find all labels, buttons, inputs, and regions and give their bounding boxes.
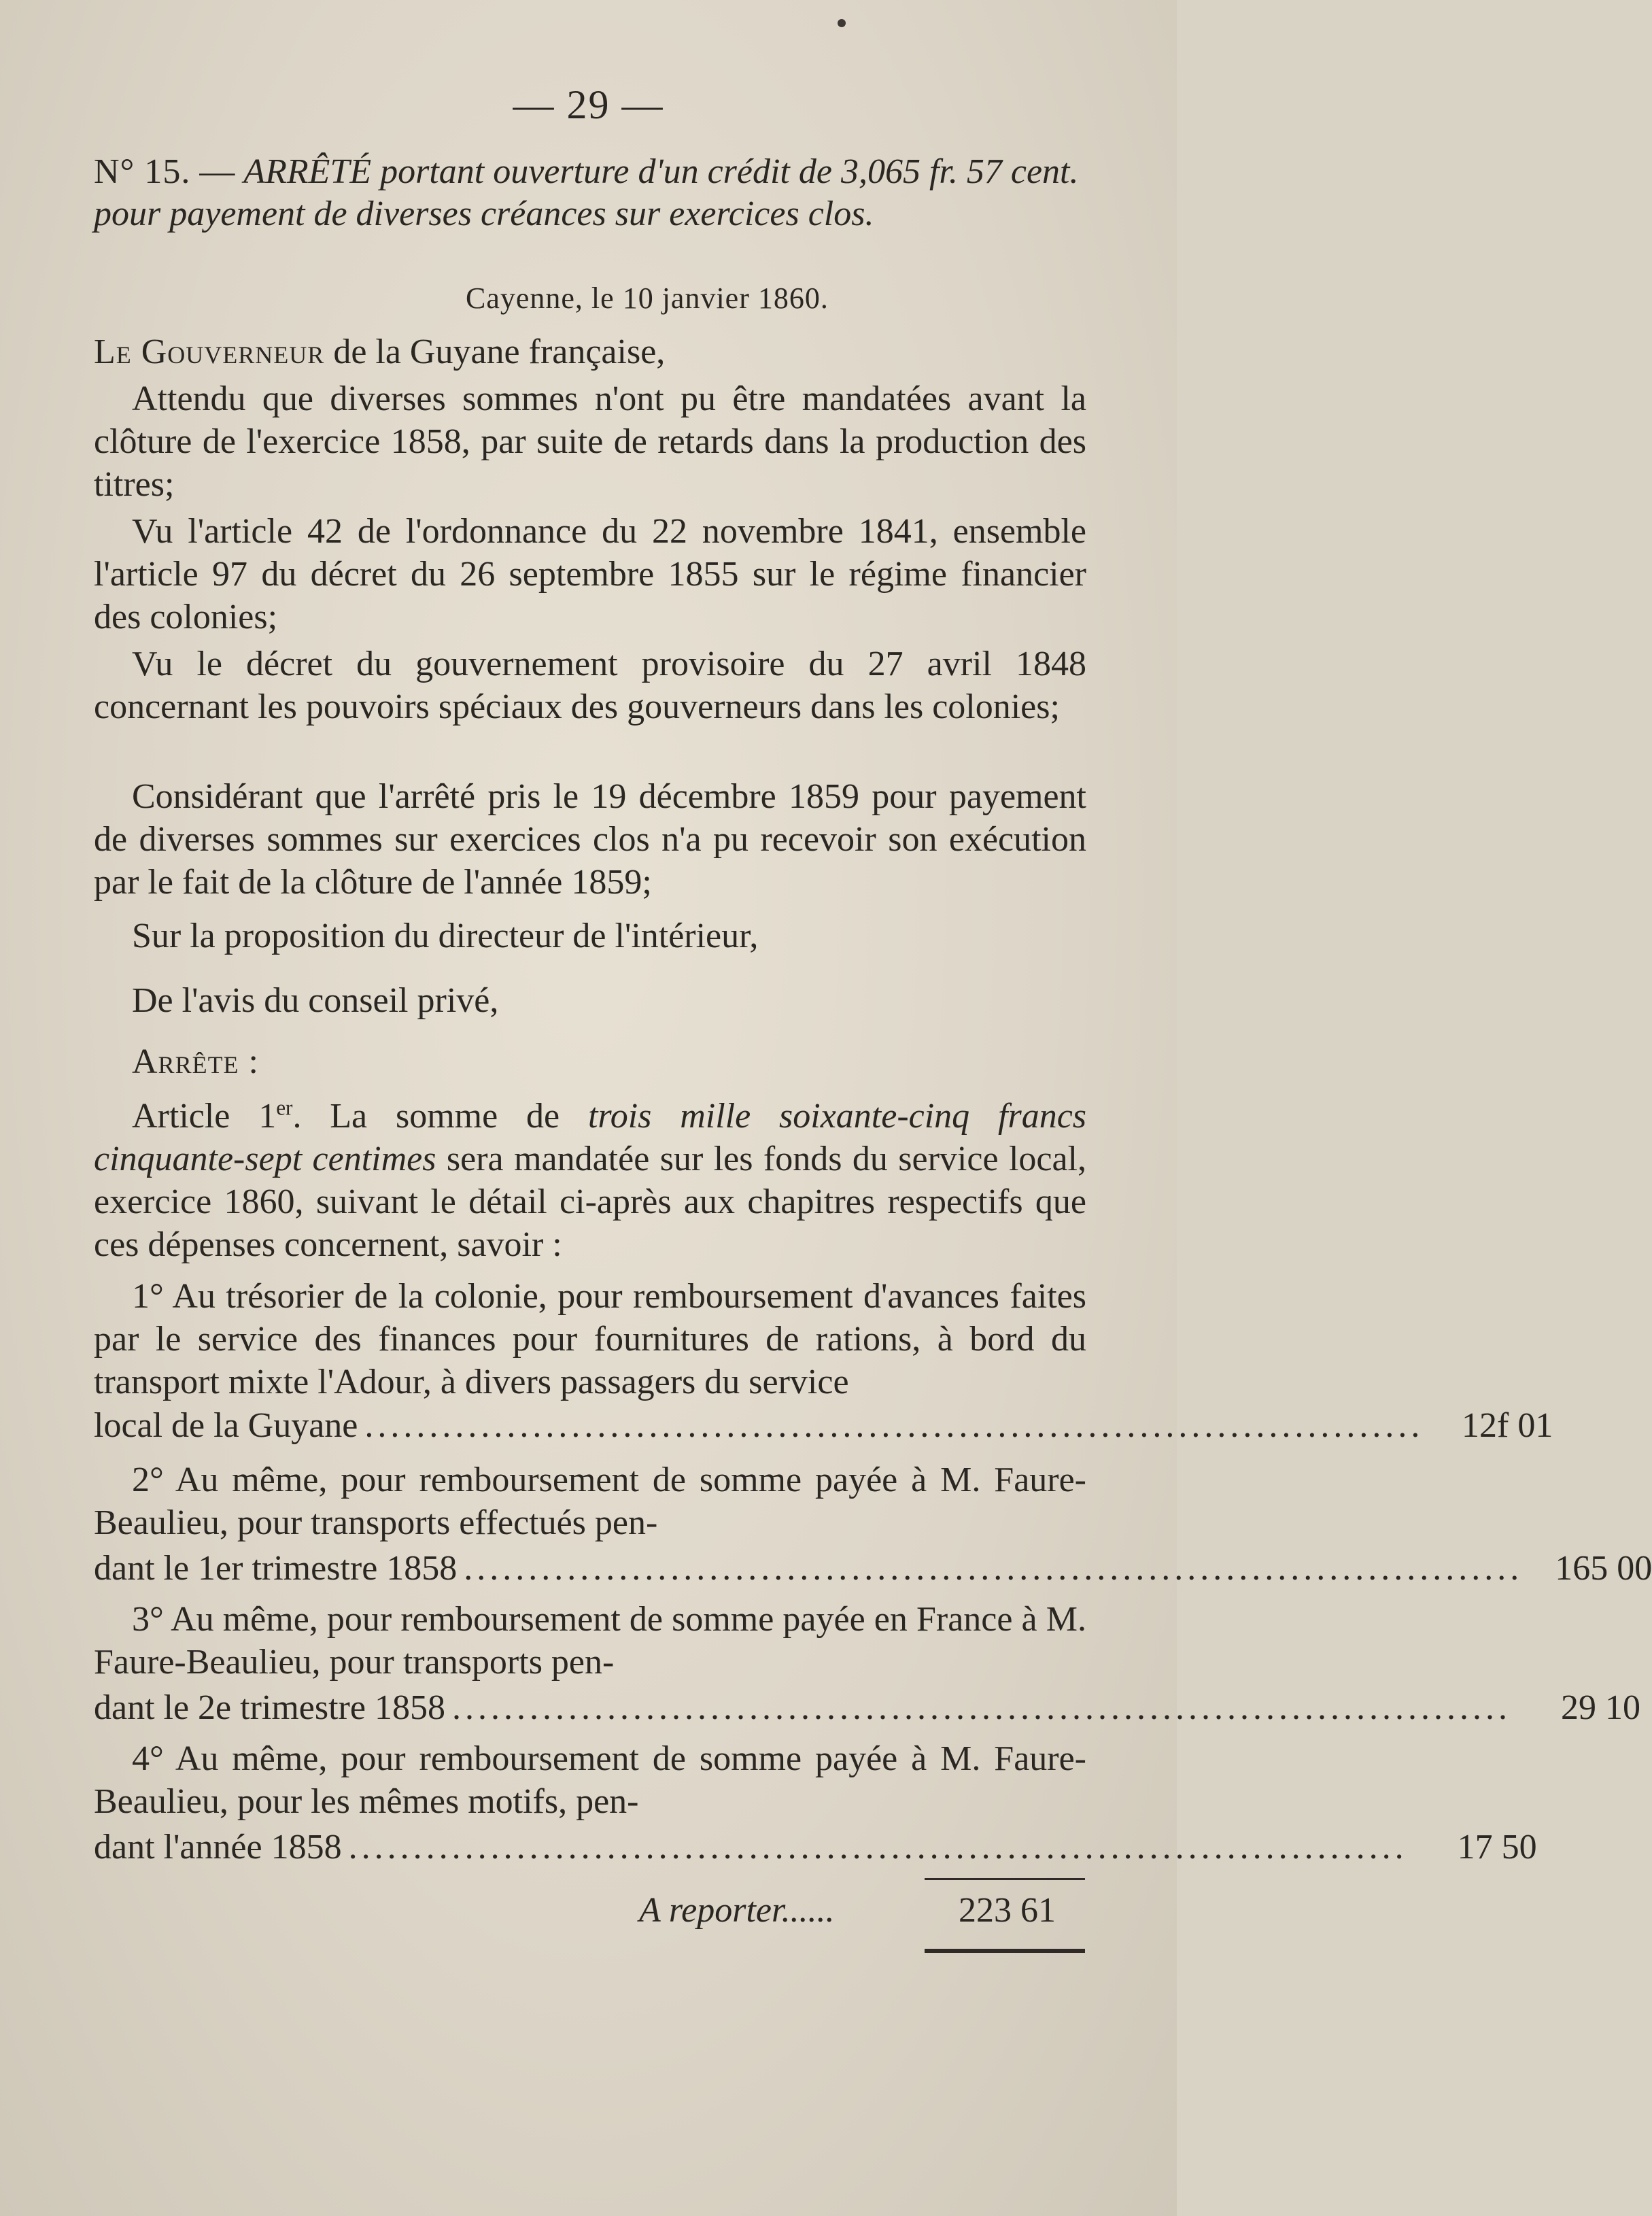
vu-paragraph-1: Vu l'article 42 de l'ordonnance du 22 novembre 1841, ensemble l'article 97 du décret du 26 septembre 1855 sur le régime financier des colonies; [94,512,1086,636]
item-amount: 17 50 [1457,1828,1537,1866]
article-1-paragraph [94,1095,1086,1266]
authority-rest: de la Guyane française, [324,333,666,371]
title-dash: — [199,152,235,191]
item-4-text [94,1737,1086,1823]
proposition-line: Sur la proposition du directeur de l'intérieur, [132,917,759,955]
item-text: Au même, pour remboursement de somme payée en France à M. Faure-Beaulieu, pour transports pen- [94,1600,1086,1682]
item-last-line: dant le 2e trimestre 1858 [94,1688,445,1727]
decree-title [94,151,1086,235]
attendu-paragraph: Attendu que diverses sommes n'ont pu être mandatées avant la clôture de l'exercice 1858, par suite de retards dans la production des titres; [94,379,1086,504]
item-3-text [94,1598,1086,1684]
carry-forward-amount: 223 61 [959,1891,1056,1930]
item-2-text [94,1459,1086,1544]
page-number: — 29 — [513,82,664,127]
leader-dots: .................................................................................. [348,1828,1408,1866]
article-label-sup: er [276,1095,293,1120]
decree-number: N° 15. [94,152,191,191]
total-rule [925,1949,1085,1953]
item-2-total-line [94,1547,1652,1590]
decree-title-text: ARRÊTÉ portant ouverture d'un crédit de 3,065 fr. 57 cent. pour payement de diverses créances sur exercices clos. [94,152,1079,233]
ink-spot [838,19,846,27]
item-amount: 165 00 [1555,1549,1652,1588]
item-amount: 12f 01 [1462,1406,1553,1445]
item-last-line: dant le 1er trimestre 1858 [94,1549,458,1588]
item-1-text [94,1275,1086,1403]
item-1-total-line [94,1404,1553,1447]
item-text: Au trésorier de la colonie, pour remboursement d'avances faites par le service des finances pour fournitures de rations, à bord du transport mixte l'Adour, à divers passagers du service [94,1277,1086,1401]
authority-title: Le Gouverneur [94,333,325,371]
leader-dots: .................................................................................. [364,1406,1424,1445]
item-number: 1° [132,1277,164,1316]
article-intro: . La somme de [292,1097,588,1136]
considerant-paragraph: Considérant que l'arrêté pris le 19 décembre 1859 pour payement de diverses sommes sur exercices clos n'a pu recevoir son exécution par le fait de la clôture de l'année 1859; [94,777,1086,902]
item-number: 3° [132,1600,164,1639]
item-text: Au même, pour remboursement de somme payée à M. Faure-Beaulieu, pour transports effectués pen- [94,1461,1086,1542]
article-label: Article 1 [132,1097,277,1136]
item-3-total-line [94,1686,1640,1729]
carry-forward-label: A reporter...... [639,1891,835,1930]
article-amount-words: trois mille soixante-cinq francs cinquante-sept centimes [94,1097,1087,1178]
item-number: 2° [132,1461,164,1499]
item-amount: 29 10 [1560,1688,1640,1727]
item-4-total-line [94,1826,1537,1869]
leader-dots: .................................................................................. [464,1549,1524,1588]
authority-line [94,330,1086,373]
item-number: 4° [132,1739,164,1778]
sum-rule [925,1878,1085,1880]
item-last-line: local de la Guyane [94,1406,358,1445]
vu-paragraph-2: Vu le décret du gouvernement provisoire du 27 avril 1848 concernant les pouvoirs spéciaux des gouverneurs dans les colonies; [94,645,1086,726]
article-rest: sera mandatée sur les fonds du service local, exercice 1860, suivant le détail ci-après aux chapitres respectifs que ces dépenses concernent, savoir : [94,1140,1087,1264]
item-text: Au même, pour remboursement de somme payée à M. Faure-Beaulieu, pour les mêmes motifs, pen- [94,1739,1086,1821]
arrete-heading: Arrête : [132,1042,259,1081]
item-last-line: dant l'année 1858 [94,1828,342,1866]
avis-line: De l'avis du conseil privé, [132,981,499,1020]
leader-dots: .................................................................................. [451,1688,1511,1727]
place-date: Cayenne, le 10 janvier 1860. [466,282,829,315]
